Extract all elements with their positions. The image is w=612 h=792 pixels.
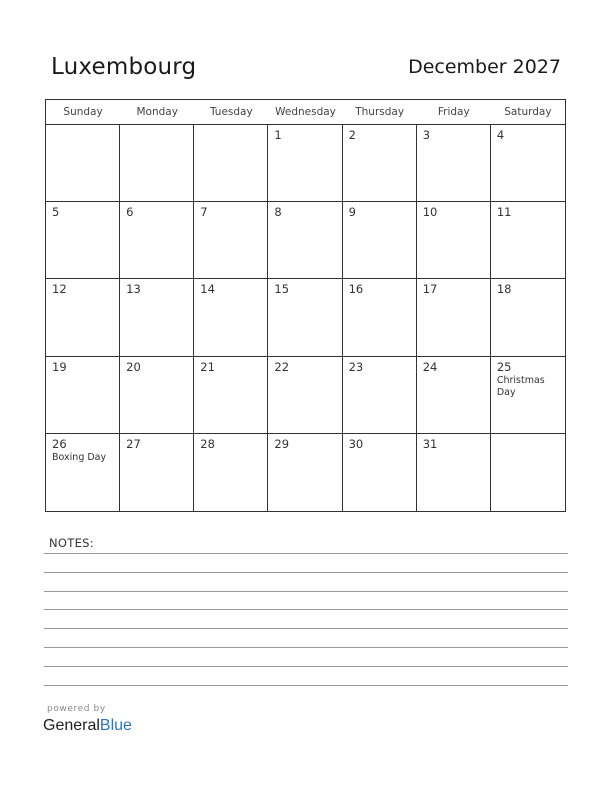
notes-line: [44, 628, 568, 629]
day-cell: [343, 357, 417, 434]
day-cell: [194, 202, 268, 279]
day-number: 15: [274, 282, 290, 297]
day-number: 13: [126, 282, 141, 297]
day-cell: [120, 202, 194, 279]
weekday-header: Saturday: [504, 106, 552, 118]
day-cell: [417, 434, 491, 511]
day-number: 14: [200, 282, 215, 297]
holiday-label: Christmas Day: [496, 374, 545, 398]
day-number: 17: [422, 282, 438, 297]
day-number: 30: [348, 436, 364, 451]
day-cell: [120, 279, 194, 356]
calendar-grid: [45, 99, 566, 512]
month-title: December 2027: [408, 56, 561, 78]
day-number: 11: [496, 205, 512, 220]
day-number: 16: [348, 282, 364, 297]
day-number: 24: [422, 359, 438, 374]
day-cell: [268, 202, 342, 279]
day-number: 9: [348, 205, 356, 220]
day-number: 25: [496, 359, 512, 374]
day-cell: [491, 202, 565, 279]
day-number: 22: [274, 359, 290, 374]
day-cell: [268, 434, 342, 511]
day-cell: [46, 357, 120, 434]
day-number: 19: [52, 359, 67, 374]
day-cell: [417, 202, 491, 279]
day-number: 8: [274, 205, 282, 220]
weekday-header: Wednesday: [275, 106, 336, 118]
day-cell: [268, 357, 342, 434]
day-cell: [268, 125, 342, 202]
day-cell: [491, 125, 565, 202]
day-cell: [491, 279, 565, 356]
brand-part-blue: Blue: [99, 717, 132, 734]
day-number: 10: [422, 205, 438, 220]
generalblue-logo: [43, 717, 132, 735]
day-cell: [194, 434, 268, 511]
weekday-header: Friday: [437, 106, 470, 118]
day-cell: [343, 125, 417, 202]
day-number: 5: [52, 205, 60, 220]
day-number: 2: [348, 128, 356, 142]
day-number: 20: [126, 359, 141, 374]
day-number: 23: [348, 359, 364, 374]
notes-line: [44, 553, 568, 554]
day-cell: [120, 357, 194, 434]
weekday-header: Tuesday: [209, 106, 253, 118]
day-number: 28: [200, 436, 215, 451]
notes-line: [44, 591, 568, 592]
day-cell: [417, 279, 491, 356]
day-number: 18: [496, 282, 512, 297]
day-number: 31: [422, 436, 438, 451]
day-number: 12: [52, 282, 67, 297]
day-number: 1: [274, 128, 282, 142]
holiday-label: Boxing Day: [52, 451, 107, 463]
weekday-header: Sunday: [63, 106, 103, 118]
day-cell: [194, 279, 268, 356]
notes-line: [44, 666, 568, 667]
weekday-header-row: [46, 100, 565, 125]
day-number: 6: [126, 205, 134, 220]
day-cell: [417, 357, 491, 434]
notes-line: [44, 572, 568, 573]
day-number: 3: [422, 128, 431, 142]
country-title: Luxembourg: [51, 54, 197, 80]
notes-line: [44, 609, 568, 610]
day-number: 26: [52, 436, 67, 451]
day-grid: [46, 125, 565, 511]
day-cell: [194, 125, 268, 202]
day-cell: [46, 125, 120, 202]
powered-by-text: powered by: [47, 704, 106, 714]
day-cell: [46, 202, 120, 279]
day-number: 27: [126, 436, 141, 451]
day-number: 7: [200, 205, 208, 220]
day-cell: [46, 434, 120, 511]
day-number: 4: [496, 128, 505, 142]
day-cell: [46, 279, 120, 356]
day-cell: [491, 434, 565, 511]
day-cell: [120, 434, 194, 511]
day-cell: [417, 125, 491, 202]
weekday-header: Thursday: [355, 106, 405, 118]
day-cell: [343, 202, 417, 279]
day-cell: [194, 357, 268, 434]
day-cell: [491, 357, 565, 434]
day-number: 29: [274, 436, 290, 451]
day-number: 21: [200, 359, 215, 374]
brand-part-general: General: [43, 717, 100, 734]
notes-label: NOTES:: [49, 536, 94, 550]
notes-line: [44, 685, 568, 686]
day-cell: [343, 434, 417, 511]
day-cell: [268, 279, 342, 356]
day-cell: [343, 279, 417, 356]
weekday-header: Monday: [136, 106, 178, 118]
day-cell: [120, 125, 194, 202]
notes-line: [44, 647, 568, 648]
